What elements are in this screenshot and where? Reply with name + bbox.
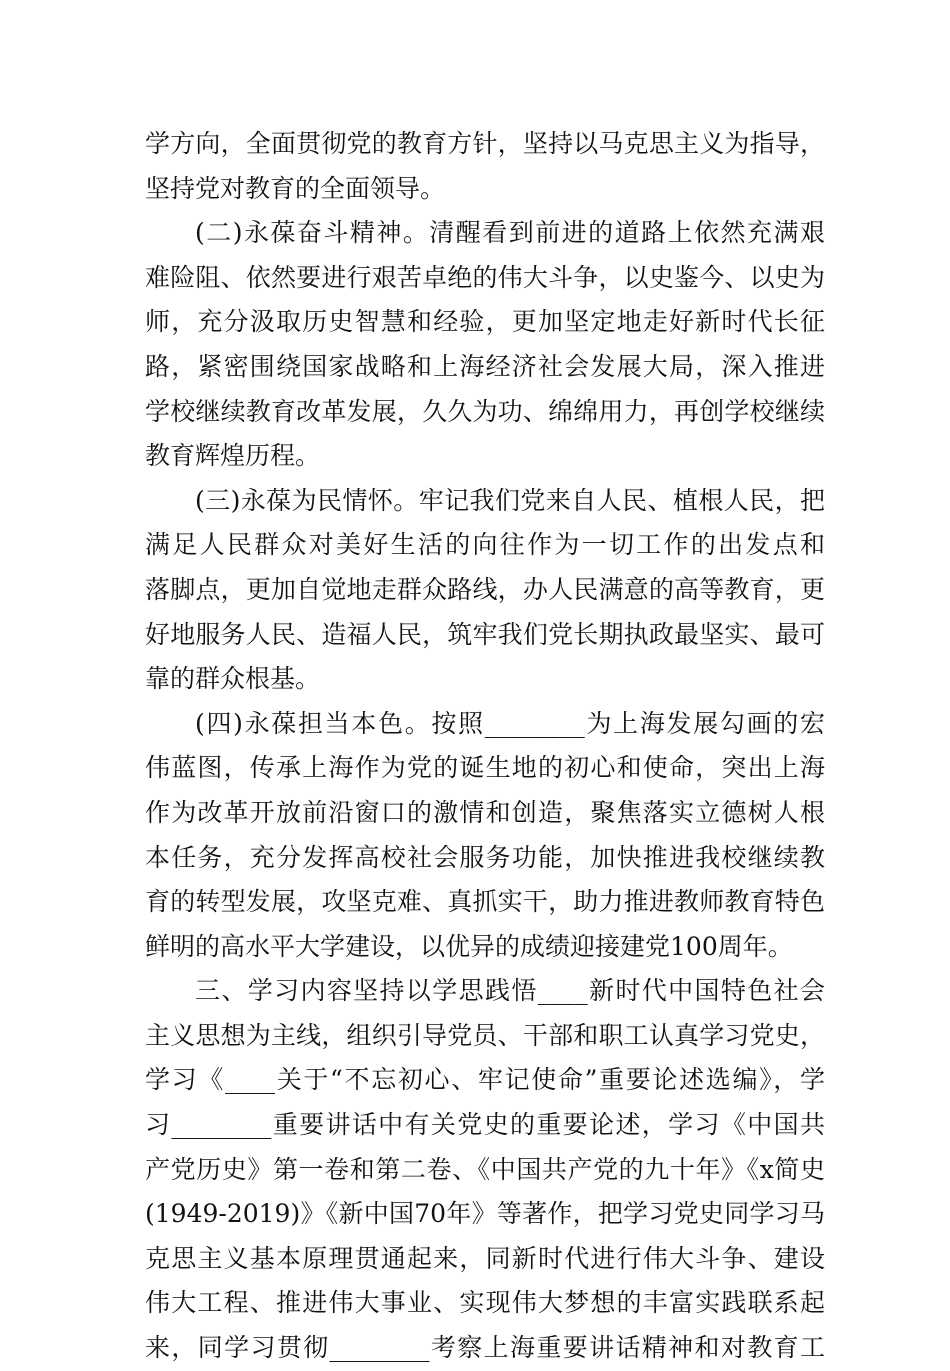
text-line: 学习《____关于“不忘初心、牢记使命”重要论述选编》，学 — [145, 1065, 825, 1095]
text-line: 好地服务人民、造福人民，筑牢我们党长期执政最坚实、最可 — [145, 619, 825, 649]
text-line: (1949-2019)》《新中国70年》等著作，把学习党史同学习马 — [145, 1199, 825, 1229]
paragraph-start-line: (四)永葆担当本色。按照________为上海发展勾画的宏 — [195, 708, 825, 738]
text-line: 鲜明的高水平大学建设，以优异的成绩迎接建党100周年。 — [145, 931, 793, 961]
text-line: 坚持党对教育的全面领导。 — [145, 173, 446, 203]
text-line: 满足人民群众对美好生活的向往作为一切工作的出发点和 — [145, 530, 825, 560]
text-line: 学校继续教育改革发展，久久为功、绵绵用力，再创学校继续 — [145, 396, 825, 426]
text-line: 克思主义基本原理贯通起来，同新时代进行伟大斗争、建设 — [145, 1243, 825, 1273]
text-line: 靠的群众根基。 — [145, 664, 321, 694]
paragraph-start-line: 三、学习内容坚持以学思践悟____新时代中国特色社会 — [195, 976, 825, 1006]
text-line: 育的转型发展，攻坚克难、真抓实干，助力推进教师教育特色 — [145, 887, 825, 917]
text-line: 来，同学习贯彻________考察上海重要讲话精神和对教育工 — [145, 1333, 825, 1363]
text-line: 教育辉煌历程。 — [145, 441, 321, 471]
text-line: 学方向，全面贯彻党的教育方针，坚持以马克思主义为指导， — [145, 129, 825, 158]
paragraph-start-line: (二)永葆奋斗精神。清醒看到前进的道路上依然充满艰 — [195, 218, 825, 248]
paragraph-start-line: (三)永葆为民情怀。牢记我们党来自人民、植根人民，把 — [195, 485, 825, 515]
text-line: 路，紧密围绕国家战略和上海经济社会发展大局，深入推进 — [145, 351, 825, 381]
text-line: 难险阻、依然要进行艰苦卓绝的伟大斗争，以史鉴今、以史为 — [145, 262, 825, 292]
text-line: 伟蓝图，传承上海作为党的诞生地的初心和使命，突出上海 — [145, 753, 825, 783]
text-line: 产党历史》第一卷和第二卷、《中国共产党的九十年》《x简史 — [145, 1154, 825, 1184]
text-line: 习________重要讲话中有关党史的重要论述，学习《中国共 — [145, 1110, 825, 1140]
body-text — [145, 122, 825, 1371]
text-line: 主义思想为主线，组织引导党员、干部和职工认真学习党史， — [145, 1020, 825, 1050]
text-line: 落脚点，更加自觉地走群众路线，办人民满意的高等教育，更 — [145, 574, 825, 604]
text-line: 师，充分汲取历史智慧和经验，更加坚定地走好新时代长征 — [145, 307, 825, 337]
text-line: 伟大工程、推进伟大事业、实现伟大梦想的丰富实践联系起 — [145, 1288, 825, 1318]
text-line: 本任务，充分发挥高校社会服务功能，加快推进我校继续教 — [145, 842, 825, 872]
text-line: 作为改革开放前沿窗口的激情和创造，聚焦落实立德树人根 — [145, 797, 825, 827]
